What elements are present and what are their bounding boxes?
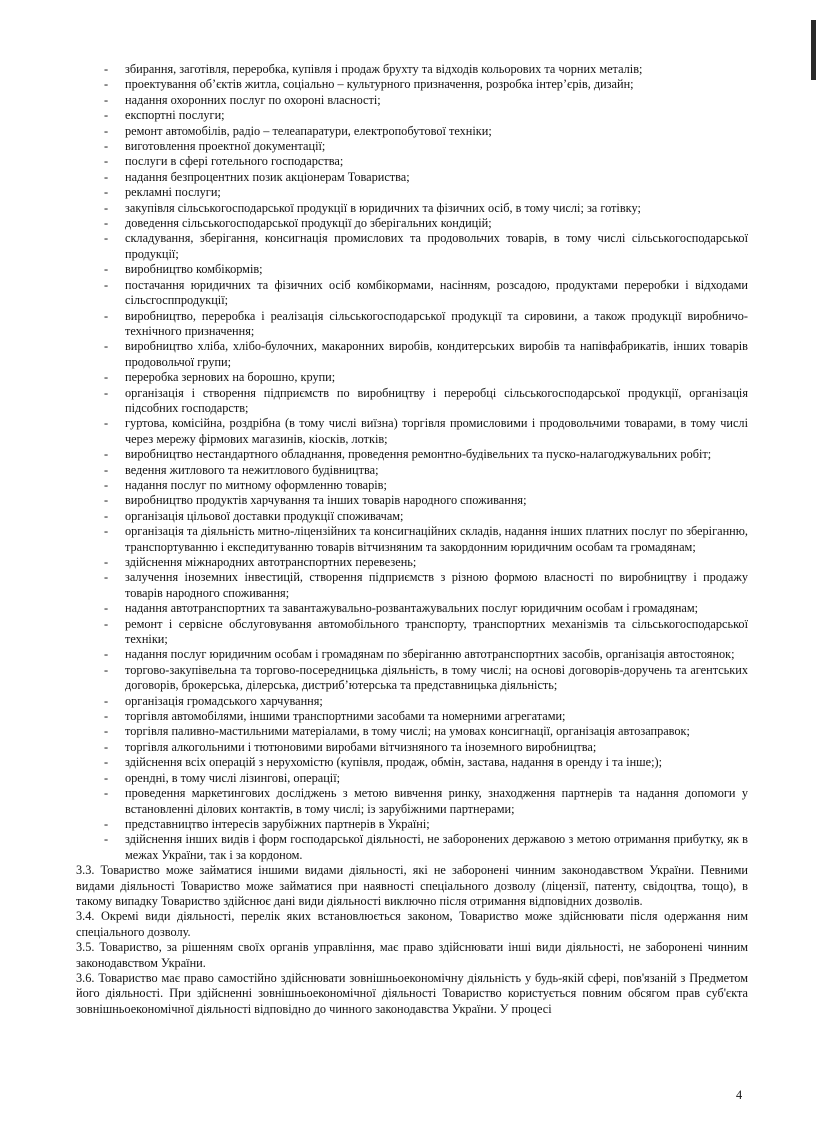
list-item: - організація і створення підприємств по виробництву і переробці сільськогосподарської продукції, організація підсобних господарств; bbox=[76, 386, 748, 417]
list-item: - торгівля паливно-мастильними матеріалами, в тому числі; на умовах консигнації, організація автозаправок; bbox=[76, 724, 748, 739]
list-item: - переробка зернових на борошно, крупи; bbox=[76, 370, 748, 385]
list-item: - ведення житлового та нежитлового будівництва; bbox=[76, 463, 748, 478]
list-item: - виробництво хліба, хлібо-булочних, макаронних виробів, кондитерських виробів та напівфабрикатів, інших товарів продовольчої групи; bbox=[76, 339, 748, 370]
activity-list bbox=[76, 62, 748, 863]
list-item: - послуги в сфері готельного господарства; bbox=[76, 154, 748, 169]
list-item: - складування, зберігання, консигнація промислових та продовольчих товарів, в тому числі сільськогосподарської продукції; bbox=[76, 231, 748, 262]
list-item: - представництво інтересів зарубіжних партнерів в Україні; bbox=[76, 817, 748, 832]
clause-3-5: 3.5. Товариство, за рішенням своїх органів управління, має право здійснювати інші види діяльності, не заборонені чинним законодавством України. bbox=[76, 940, 748, 970]
list-item: - торгівля алкогольними і тютюновими виробами вітчизняного та іноземного виробництва; bbox=[76, 740, 748, 755]
list-item: - надання послуг юридичним особам і громадянам по зберіганню автотранспортних засобів, організація автостоянок; bbox=[76, 647, 748, 662]
list-item: - здійснення міжнародних автотранспортних перевезень; bbox=[76, 555, 748, 570]
list-item: - виробництво, переробка і реалізація сільськогосподарської продукції та сировини, а також продукції виробничо-технічного призначення; bbox=[76, 309, 748, 340]
list-item: - орендні, в тому числі лізингові, операції; bbox=[76, 771, 748, 786]
document-body bbox=[76, 62, 748, 1017]
list-item: - проектування об’єктів житла, соціально – культурного призначення, розробка інтер’єрів, дизайн; bbox=[76, 77, 748, 92]
list-item: - виробництво нестандартного обладнання, проведення ремонтно-будівельних та пуско-налагоджувальних робіт; bbox=[76, 447, 748, 462]
list-item: - надання безпроцентних позик акціонерам Товариства; bbox=[76, 170, 748, 185]
list-item: - торгівля автомобілями, іншими транспортними засобами та номерними агрегатами; bbox=[76, 709, 748, 724]
list-item: - закупівля сільськогосподарської продукції в юридичних та фізичних осіб, в тому числі; за готівку; bbox=[76, 201, 748, 216]
list-item: - проведення маркетингових досліджень з метою вивчення ринку, знаходження партнерів та надання допомоги у встановленні ділових контактів, в тому числі; із зарубіжними партнерами; bbox=[76, 786, 748, 817]
list-item: - організація та діяльність митно-ліцензійних та консигнаційних складів, надання інших платних послуг по зберіганню, транспортуванню і експедитуванню товарів вітчизняним та закордонним юридичним особам та громадянам; bbox=[76, 524, 748, 555]
list-item: - виготовлення проектної документації; bbox=[76, 139, 748, 154]
list-item: - ремонт і сервісне обслуговування автомобільного транспорту, транспортних механізмів та сільськогосподарської техніки; bbox=[76, 617, 748, 648]
list-item: - виробництво продуктів харчування та інших товарів народного споживання; bbox=[76, 493, 748, 508]
list-item: - ремонт автомобілів, радіо – телеапаратури, електропобутової техніки; bbox=[76, 124, 748, 139]
clause-3-4: 3.4. Окремі види діяльності, перелік яких встановлюється законом, Товариство може здійснювати після одержання ним спеціального дозволу. bbox=[76, 909, 748, 939]
list-item: - постачання юридичних та фізичних осіб комбікормами, насінням, розсадою, продуктами переробки і відходами сільсгосппродукції; bbox=[76, 278, 748, 309]
clause-3-3: 3.3. Товариство може займатися іншими видами діяльності, які не заборонені чинним законодавством України. Певними видами діяльності Товариство може займатися при наявності спеціального дозволу (ліцензії, патенту, свідоцтва, тощо), в такому випадку Товариство здійснює дані види діяльності виключно після отримання відповідних дозволів. bbox=[76, 863, 748, 908]
list-item: - здійснення всіх операцій з нерухомістю (купівля, продаж, обмін, застава, надання в оренду і та інше;); bbox=[76, 755, 748, 770]
list-item: - надання послуг по митному оформленню товарів; bbox=[76, 478, 748, 493]
list-item: - рекламні послуги; bbox=[76, 185, 748, 200]
list-item: - гуртова, комісійна, роздрібна (в тому числі виїзна) торгівля промисловими і продовольчими товарами, в тому числі через мережу фірмових магазинів, кіосків, лотків; bbox=[76, 416, 748, 447]
list-item: - надання охоронних послуг по охороні власності; bbox=[76, 93, 748, 108]
scan-edge-mark bbox=[811, 20, 816, 80]
clause-3-6: 3.6. Товариство має право самостійно здійснювати зовнішньоекономічну діяльність у будь-якій сфері, пов'язаній з Предметом його діяльності. При здійсненні зовнішньоекономічної діяльності Товариство користується повним обсягом прав суб'єкта зовнішньоекономічної діяльності відповідно до чинного законодавства України. У процесі bbox=[76, 970, 748, 1016]
list-item: - виробництво комбікормів; bbox=[76, 262, 748, 277]
list-item: - збирання, заготівля, переробка, купівля і продаж брухту та відходів кольорових та чорних металів; bbox=[76, 62, 748, 77]
list-item: - організація громадського харчування; bbox=[76, 694, 748, 709]
list-item: - надання автотранспортних та завантажувально-розвантажувальних послуг юридичним особам і громадянам; bbox=[76, 601, 748, 616]
list-item: - організація цільової доставки продукції споживачам; bbox=[76, 509, 748, 524]
list-item: - доведення сільськогосподарської продукції до зберігальних кондицій; bbox=[76, 216, 748, 231]
list-item: - здійснення інших видів і форм господарської діяльності, не заборонених державою з метою отримання прибутку, як в межах України, так і за кордоном. bbox=[76, 832, 748, 863]
page-number: 4 bbox=[736, 1088, 743, 1102]
list-item: - торгово-закупівельна та торгово-посередницька діяльність, в тому числі; на основі договорів-доручень та агентських договорів, брокерська, ділерська, дистриб’ютерська та представницька діяльність; bbox=[76, 663, 748, 694]
list-item: - експортні послуги; bbox=[76, 108, 748, 123]
list-item: - залучення іноземних інвестицій, створення підприємств з різною формою власності по виробництву і продажу товарів народного споживання; bbox=[76, 570, 748, 601]
